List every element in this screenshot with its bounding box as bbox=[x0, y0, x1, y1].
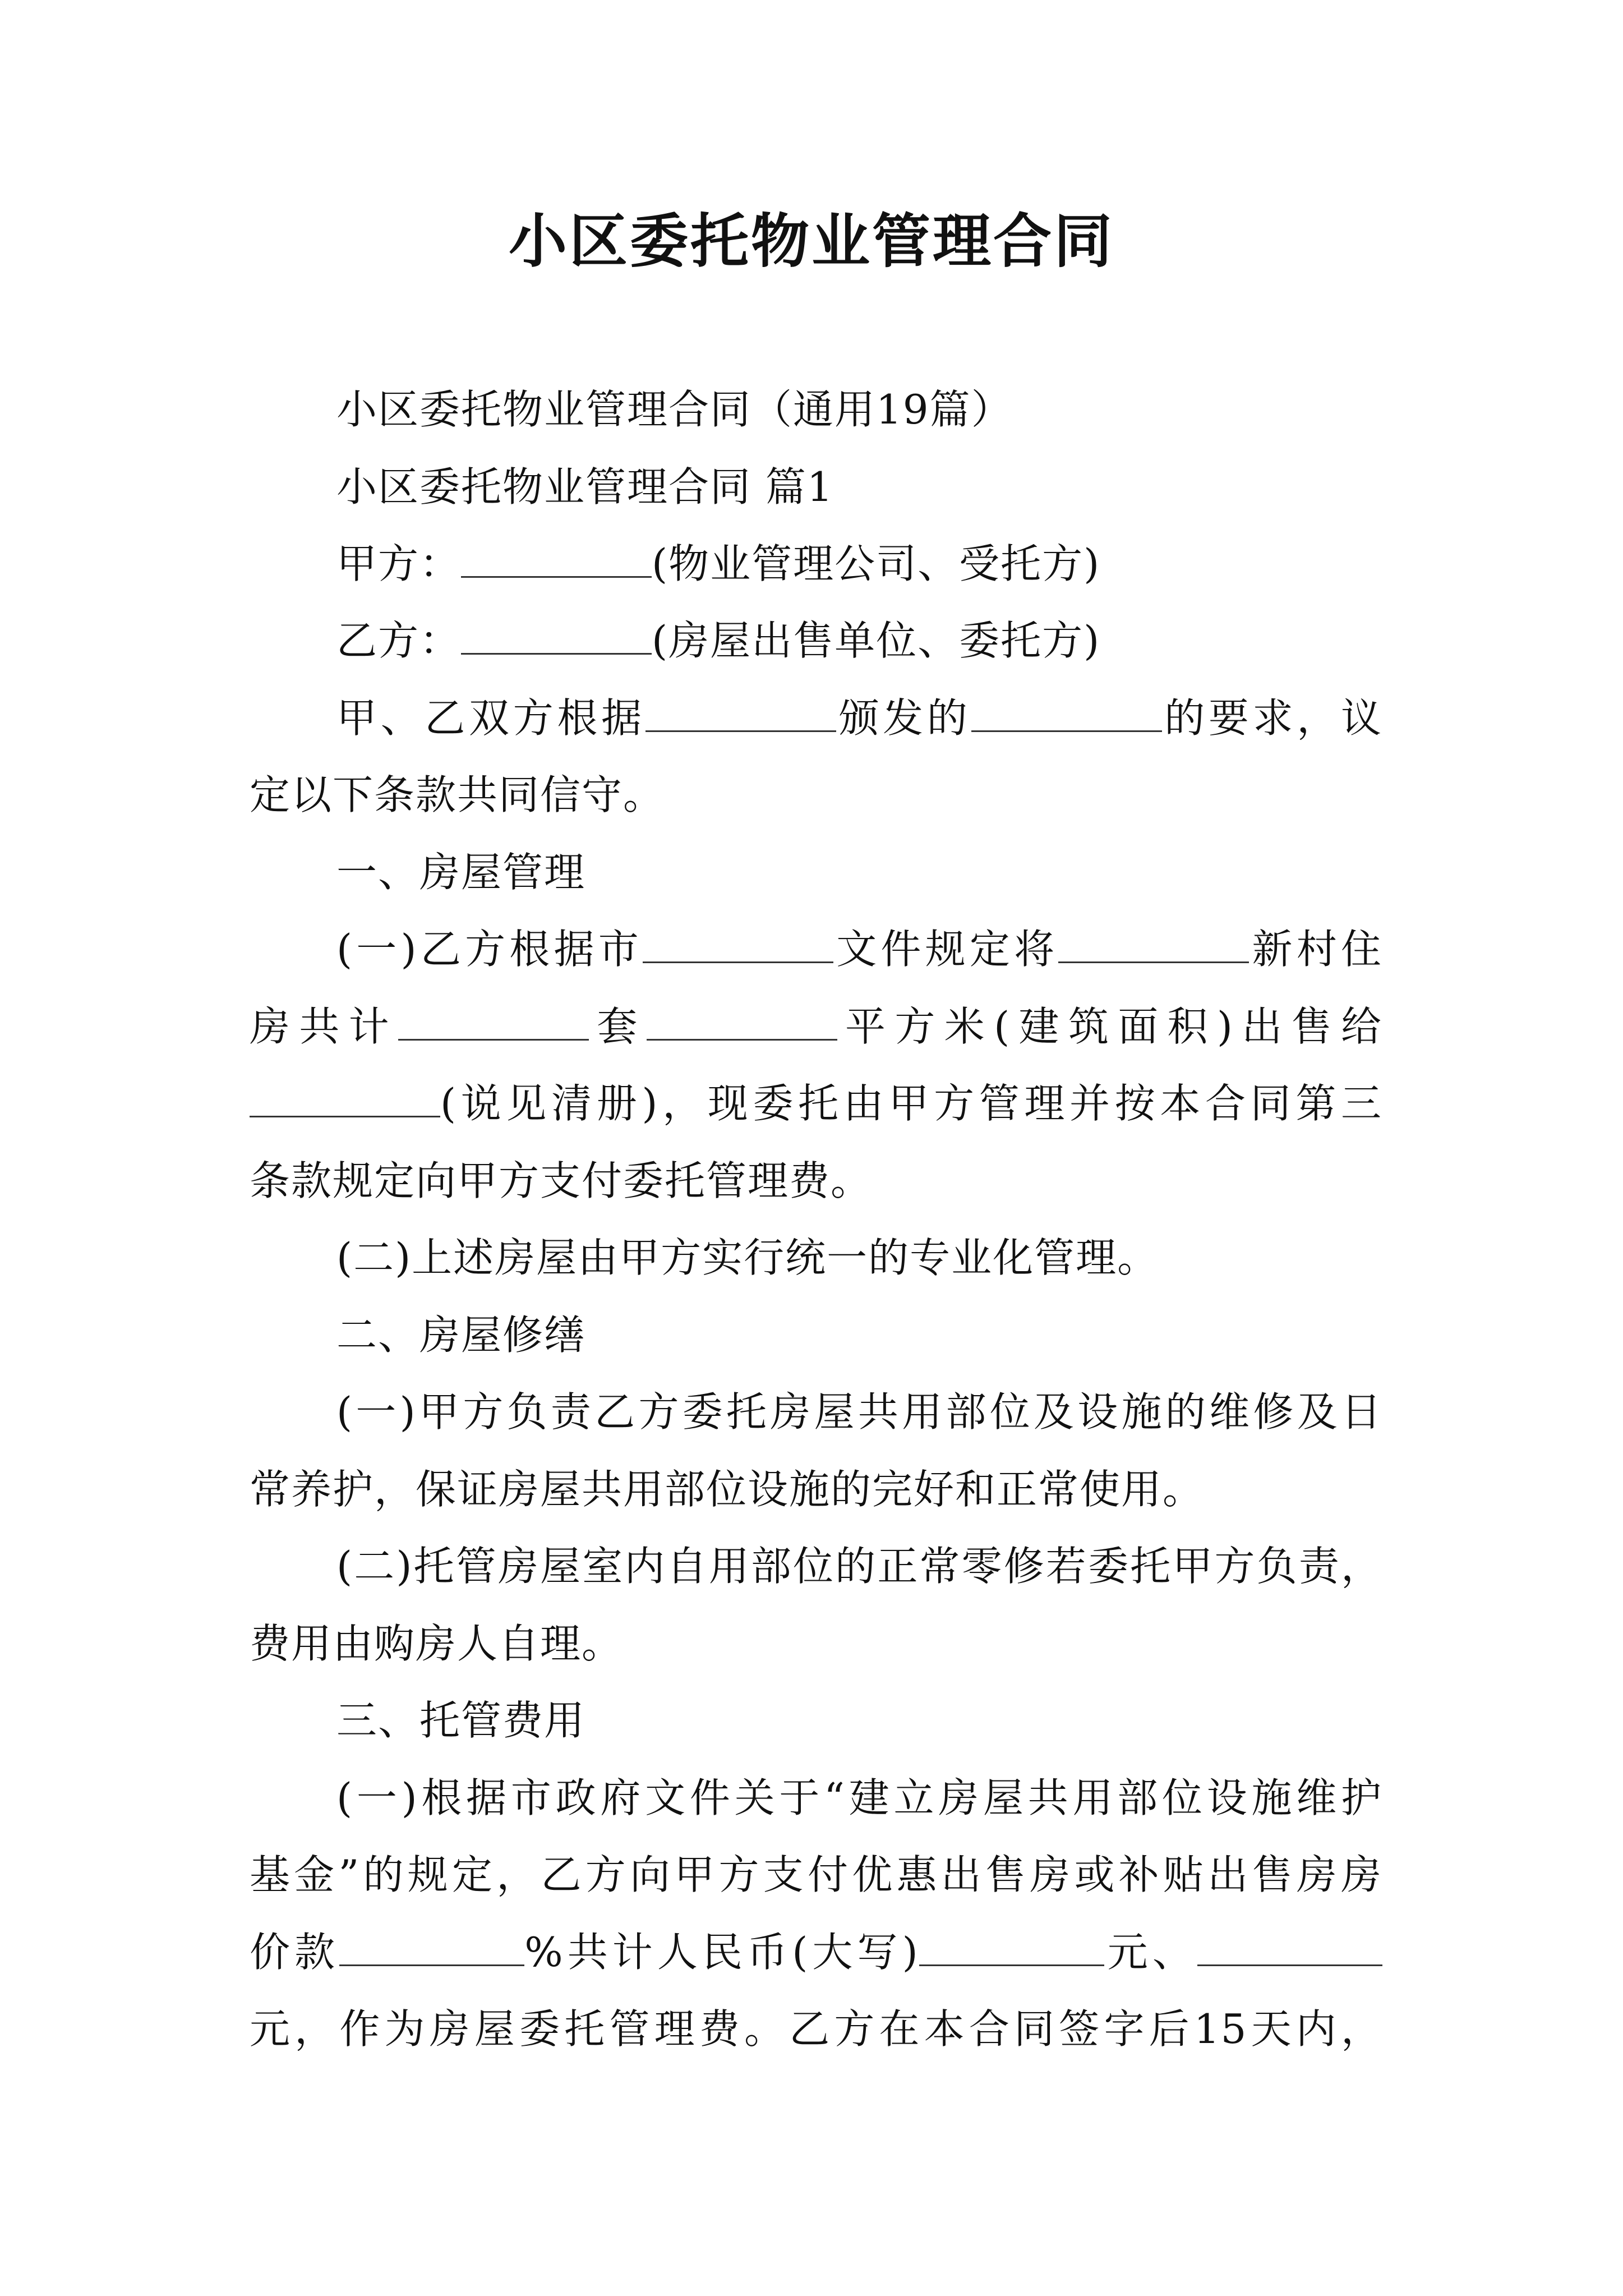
intro-blank-2 bbox=[971, 690, 1162, 732]
party-b-line bbox=[336, 613, 1382, 669]
p1-1-text-g: (说见清册)，现委托由甲方管理并按本合同第三 bbox=[440, 1080, 1382, 1127]
party-a-line bbox=[336, 536, 1382, 592]
p1-1-text-d: 房共计 bbox=[250, 1003, 399, 1050]
p3-1-line-3 bbox=[250, 1924, 1382, 1980]
p2-2-line-2: 费用由购房人自理。 bbox=[250, 1620, 624, 1667]
p1-1-text-a: (一)乙方根据市 bbox=[336, 926, 643, 973]
p1-1-blank-5 bbox=[250, 1075, 440, 1117]
party-b-blank bbox=[461, 613, 652, 655]
p1-1-text-e: 套 bbox=[589, 1003, 647, 1050]
p1-1-blank-3 bbox=[398, 999, 589, 1041]
p1-1-text-c: 新村住 bbox=[1249, 926, 1382, 973]
intro-part3: 的要求，议 bbox=[1161, 694, 1382, 742]
p3-1-line-1: (一)根据市政府文件关于“建立房屋共用部位设施维护 bbox=[336, 1774, 1382, 1821]
p1-1-line-4: 条款规定向甲方支付委托管理费。 bbox=[250, 1157, 873, 1204]
p1-1-text-f: 平方米(建筑面积)出售给 bbox=[837, 1003, 1382, 1050]
p1-1-text-b: 文件规定将 bbox=[833, 926, 1059, 973]
section-heading: 小区委托物业管理合同 篇1 bbox=[336, 463, 834, 510]
p2-1-line-1: (一)甲方负责乙方委托房屋共用部位及设施的维修及日 bbox=[336, 1388, 1382, 1435]
p3-1-text-b: %共计人民币(大写) bbox=[524, 1929, 919, 1976]
intro-blank-1 bbox=[645, 690, 836, 732]
party-a-label: 甲方： bbox=[336, 540, 462, 587]
p1-1-blank-1 bbox=[643, 921, 833, 963]
p1-1-line-2 bbox=[250, 999, 1382, 1055]
p2-1-line-2: 常养护，保证房屋共用部位设施的完好和正常使用。 bbox=[250, 1466, 1205, 1513]
document-title: 小区委托物业管理合同 bbox=[508, 206, 1114, 275]
p3-1-line-4: 元，作为房屋委托管理费。乙方在本合同签字后15天内， bbox=[250, 2005, 1382, 2053]
intro-line-2: 定以下条款共同信守。 bbox=[250, 771, 665, 818]
party-a-note: (物业管理公司、受托方) bbox=[652, 540, 1101, 587]
p1-1-blank-4 bbox=[647, 999, 837, 1041]
p3-1-text-a: 价款 bbox=[250, 1929, 340, 1976]
p2-2-line-1: (二)托管房屋室内自用部位的正常零修若委托甲方负责， bbox=[336, 1543, 1382, 1590]
p3-1-blank-2 bbox=[919, 1924, 1104, 1966]
heading-house-repair: 二、房屋修缮 bbox=[336, 1312, 586, 1359]
heading-house-management: 一、房屋管理 bbox=[336, 849, 586, 896]
p3-1-blank-3 bbox=[1197, 1924, 1382, 1966]
party-b-note: (房屋出售单位、委托方) bbox=[652, 617, 1101, 664]
p3-1-text-c: 元、 bbox=[1104, 1929, 1197, 1976]
intro-line-1 bbox=[336, 690, 1382, 746]
p1-1-line-3 bbox=[250, 1075, 1382, 1131]
p1-2: (二)上述房屋由甲方实行统一的专业化管理。 bbox=[336, 1234, 1159, 1281]
subtitle: 小区委托物业管理合同（通用19篇） bbox=[336, 386, 1013, 433]
party-a-blank bbox=[461, 536, 652, 578]
p3-1-blank-1 bbox=[339, 1924, 524, 1966]
party-b-label: 乙方： bbox=[336, 617, 462, 664]
intro-part2: 颁发的 bbox=[836, 694, 971, 742]
p1-1-line-1 bbox=[336, 921, 1382, 977]
intro-part1: 甲、乙双方根据 bbox=[336, 694, 645, 742]
p3-1-line-2: 基金”的规定，乙方向甲方支付优惠出售房或补贴出售房房 bbox=[250, 1851, 1382, 1898]
p1-1-blank-2 bbox=[1058, 921, 1249, 963]
heading-trust-fees: 三、托管费用 bbox=[336, 1697, 586, 1744]
